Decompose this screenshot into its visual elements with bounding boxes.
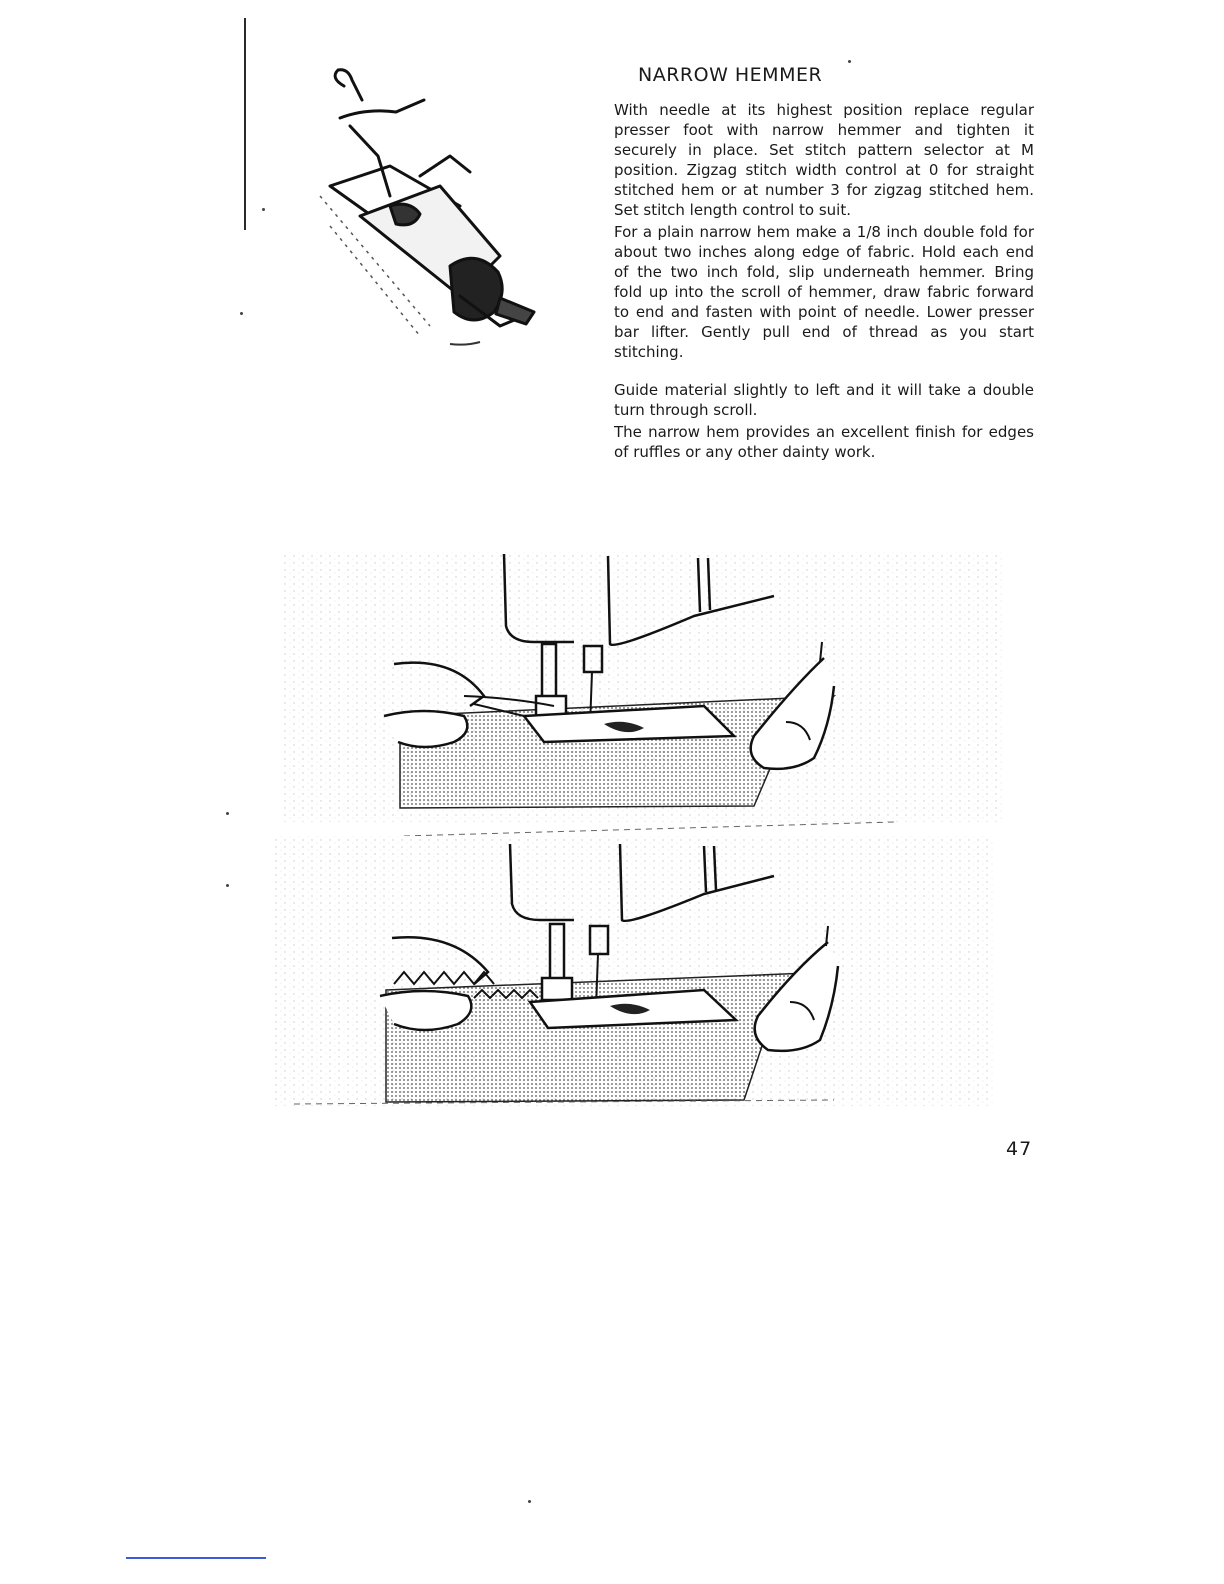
footnote-rule: [126, 1557, 266, 1559]
scan-speck: [848, 60, 851, 63]
paragraph-plain-hem: For a plain narrow hem make a 1/8 inch double fold for about two inches along edge of fabric. Hold each end of the two inch fold, slip underneath hemmer. Bring fold up into the scroll of hemmer, draw fabric forward to end and fasten with point of needle. Lower presser bar lifter. Gently pull end of thread as you start stitching.: [614, 223, 1034, 361]
zigzag-stitch-hem-icon: [274, 830, 1014, 1120]
text-column: [614, 64, 1034, 462]
straight-stitch-hem-icon: [274, 546, 1014, 836]
paragraph-setup: With needle at its highest position replace regular presser foot with narrow hemmer and tighten it securely in place. Set stitch pattern selector at M position. Zigzag stitch width control at 0 for straight stitched hem or at number 3 for zigzag stitched hem. Set stitch length control to suit.: [614, 101, 1034, 219]
scan-speck: [226, 812, 229, 815]
scan-speck: [226, 884, 229, 887]
paragraph-guide: Guide material slightly to left and it will take a double turn through scroll.: [614, 381, 1034, 419]
paragraph-finish: The narrow hem provides an excellent finish for edges of ruffles or any other dainty work.: [614, 423, 1034, 461]
page-number: 47: [1006, 1138, 1033, 1160]
scan-edge-line: [244, 18, 246, 230]
scan-speck: [528, 1500, 531, 1503]
scan-speck: [240, 312, 243, 315]
section-title: NARROW HEMMER: [638, 64, 823, 86]
narrow-hemmer-foot-icon: [300, 66, 560, 356]
scan-speck: [262, 208, 265, 211]
